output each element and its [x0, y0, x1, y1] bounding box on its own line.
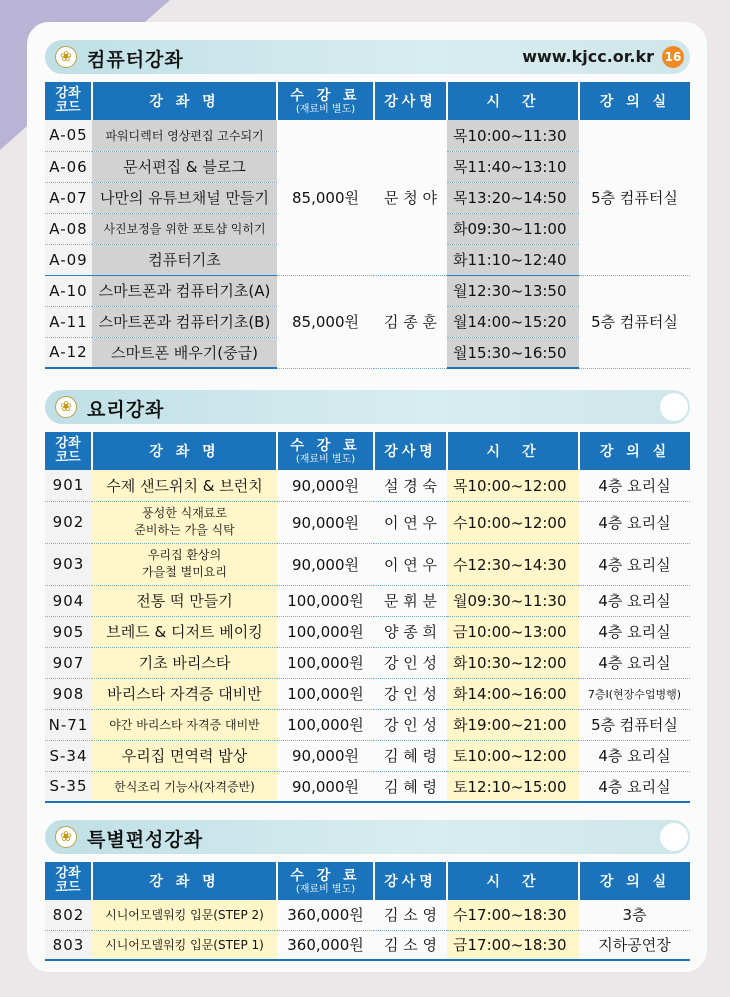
course-code: N-71 [45, 709, 92, 740]
course-teacher: 양 종 희 [374, 616, 447, 647]
page-card [27, 22, 707, 972]
course-time: 화14:00~16:00 [447, 678, 579, 709]
course-code: 903 [45, 543, 92, 585]
course-room: 지하공연장 [579, 930, 690, 960]
course-name: 전통 떡 만들기 [92, 585, 277, 616]
table-row [45, 275, 690, 306]
course-room: 4층 요리실 [579, 771, 690, 802]
course-name: 한식조리 기능사(자격증반) [92, 771, 277, 802]
course-time: 수10:00~12:00 [447, 501, 579, 543]
course-name: 시니어모델워킹 입문(STEP 1) [92, 930, 277, 960]
computer-section-header [45, 40, 690, 74]
special-section [45, 820, 690, 961]
course-fee: 90,000원 [277, 740, 374, 771]
course-code: 905 [45, 616, 92, 647]
course-time: 목13:20~14:50 [447, 182, 579, 213]
course-fee: 90,000원 [277, 470, 374, 501]
course-time: 수17:00~18:30 [447, 900, 579, 930]
course-time: 월14:00~15:20 [447, 306, 579, 337]
table-row [45, 678, 690, 709]
course-time: 수12:30~14:30 [447, 543, 579, 585]
course-room: 5층 컴퓨터실 [579, 709, 690, 740]
course-fee: 90,000원 [277, 501, 374, 543]
flower-icon: ❀ [55, 396, 77, 418]
course-fee: 100,000원 [277, 616, 374, 647]
table-row [45, 501, 690, 543]
course-room: 4층 요리실 [579, 470, 690, 501]
course-time: 월12:30~13:50 [447, 275, 579, 306]
special-course-table [45, 862, 690, 961]
course-code: 901 [45, 470, 92, 501]
course-room: 5층 컴퓨터실 [579, 120, 690, 275]
table-row [45, 616, 690, 647]
section-title: 컴퓨터강좌 [87, 49, 184, 71]
course-code: 908 [45, 678, 92, 709]
course-fee: 85,000원 [277, 120, 374, 275]
course-time: 화09:30~11:00 [447, 213, 579, 244]
course-teacher: 문 청 야 [374, 120, 447, 275]
course-code: A-10 [45, 275, 92, 306]
table-row [45, 740, 690, 771]
table-header-row [45, 432, 690, 470]
course-teacher: 이 연 우 [374, 543, 447, 585]
course-room: 3층 [579, 900, 690, 930]
course-name: 브레드 & 디저트 베이킹 [92, 616, 277, 647]
column-header-room: 강 의 실 [579, 82, 690, 120]
course-time: 목10:00~11:30 [447, 120, 579, 151]
course-teacher: 강 인 성 [374, 647, 447, 678]
column-header-teacher: 강사명 [374, 432, 447, 470]
course-room: 7층Ⅰ(현장수업병행) [579, 678, 690, 709]
course-name: 스마트폰과 컴퓨터기초(B) [92, 306, 277, 337]
course-code: 904 [45, 585, 92, 616]
column-header-name: 강 좌 명 [92, 862, 277, 900]
course-code: 802 [45, 900, 92, 930]
column-header-time: 시 간 [447, 82, 579, 120]
column-header-code: 강좌 코드 [45, 862, 92, 900]
column-header-room: 강 의 실 [579, 862, 690, 900]
column-header-fee: 수 강 료 (재료비 별도) [277, 82, 374, 120]
column-header-teacher: 강사명 [374, 82, 447, 120]
course-code: A-11 [45, 306, 92, 337]
course-fee: 85,000원 [277, 275, 374, 368]
course-name: 시니어모델워킹 입문(STEP 2) [92, 900, 277, 930]
course-teacher: 김 종 훈 [374, 275, 447, 368]
course-name: 사진보정을 위한 포토샵 익히기 [92, 213, 277, 244]
course-code: A-05 [45, 120, 92, 151]
course-code: S-34 [45, 740, 92, 771]
course-time: 금10:00~13:00 [447, 616, 579, 647]
computer-section [45, 40, 690, 369]
course-time: 목10:00~12:00 [447, 470, 579, 501]
course-room: 4층 요리실 [579, 585, 690, 616]
course-teacher: 이 연 우 [374, 501, 447, 543]
section-title: 특별편성강좌 [87, 829, 204, 851]
cooking-section [45, 390, 690, 803]
course-fee: 100,000원 [277, 585, 374, 616]
table-row [45, 543, 690, 585]
course-teacher: 강 인 성 [374, 709, 447, 740]
table-row [45, 709, 690, 740]
flower-icon: ❀ [55, 46, 77, 68]
course-time: 화10:30~12:00 [447, 647, 579, 678]
course-code: 803 [45, 930, 92, 960]
course-name: 스마트폰과 컴퓨터기초(A) [92, 275, 277, 306]
course-time: 화19:00~21:00 [447, 709, 579, 740]
course-code: A-09 [45, 244, 92, 275]
course-name: 컴퓨터기초 [92, 244, 277, 275]
course-name: 파워디렉터 영상편집 고수되기 [92, 120, 277, 151]
table-row [45, 900, 690, 930]
cooking-section-header [45, 390, 690, 424]
course-name: 우리집 면역력 밥상 [92, 740, 277, 771]
table-row [45, 470, 690, 501]
course-name: 수제 샌드위치 & 브런치 [92, 470, 277, 501]
column-header-name: 강 좌 명 [92, 82, 277, 120]
course-teacher: 강 인 성 [374, 678, 447, 709]
column-header-time: 시 간 [447, 862, 579, 900]
course-fee: 90,000원 [277, 543, 374, 585]
course-time: 목11:40~13:10 [447, 151, 579, 182]
column-header-time: 시 간 [447, 432, 579, 470]
course-time: 화11:10~12:40 [447, 244, 579, 275]
course-room: 4층 요리실 [579, 647, 690, 678]
course-code: S-35 [45, 771, 92, 802]
course-fee: 100,000원 [277, 709, 374, 740]
table-row [45, 585, 690, 616]
course-room: 5층 컴퓨터실 [579, 275, 690, 368]
course-fee: 360,000원 [277, 900, 374, 930]
special-section-header [45, 820, 690, 854]
computer-course-table [45, 82, 690, 369]
course-time: 토10:00~12:00 [447, 740, 579, 771]
course-code: 907 [45, 647, 92, 678]
course-name: 문서편집 & 블로그 [92, 151, 277, 182]
table-row [45, 647, 690, 678]
course-teacher: 김 혜 령 [374, 740, 447, 771]
section-title: 요리강좌 [87, 399, 165, 421]
course-teacher: 김 소 영 [374, 930, 447, 960]
header-end-circle [660, 393, 688, 421]
column-header-code: 강좌 코드 [45, 82, 92, 120]
course-time: 월15:30~16:50 [447, 337, 579, 368]
table-row [45, 930, 690, 960]
header-end-circle [660, 823, 688, 851]
column-header-room: 강 의 실 [579, 432, 690, 470]
course-code: A-07 [45, 182, 92, 213]
course-teacher: 문 휘 분 [374, 585, 447, 616]
course-teacher: 김 혜 령 [374, 771, 447, 802]
flower-icon: ❀ [55, 826, 77, 848]
course-fee: 100,000원 [277, 678, 374, 709]
course-code: A-08 [45, 213, 92, 244]
column-header-teacher: 강사명 [374, 862, 447, 900]
course-code: A-06 [45, 151, 92, 182]
table-row [45, 120, 690, 151]
course-name: 풍성한 식재료로 준비하는 가을 식탁 [92, 501, 277, 543]
table-row [45, 771, 690, 802]
course-name: 기초 바리스타 [92, 647, 277, 678]
course-fee: 360,000원 [277, 930, 374, 960]
course-room: 4층 요리실 [579, 616, 690, 647]
course-teacher: 설 경 숙 [374, 470, 447, 501]
course-name: 야간 바리스타 자격증 대비반 [92, 709, 277, 740]
column-header-name: 강 좌 명 [92, 432, 277, 470]
course-name: 바리스타 자격증 대비반 [92, 678, 277, 709]
course-time: 금17:00~18:30 [447, 930, 579, 960]
table-header-row [45, 862, 690, 900]
page-number-badge: 16 [662, 46, 684, 68]
website-url: www.kjcc.or.kr [522, 47, 654, 66]
course-room: 4층 요리실 [579, 543, 690, 585]
course-fee: 90,000원 [277, 771, 374, 802]
course-room: 4층 요리실 [579, 740, 690, 771]
course-time: 토12:10~15:00 [447, 771, 579, 802]
course-teacher: 김 소 영 [374, 900, 447, 930]
column-header-fee: 수 강 료 (재료비 별도) [277, 862, 374, 900]
course-time: 월09:30~11:30 [447, 585, 579, 616]
course-name: 스마트폰 배우기(중급) [92, 337, 277, 368]
course-name: 우리집 환상의 가을철 별미요리 [92, 543, 277, 585]
column-header-code: 강좌 코드 [45, 432, 92, 470]
course-fee: 100,000원 [277, 647, 374, 678]
column-header-fee: 수 강 료 (재료비 별도) [277, 432, 374, 470]
table-header-row [45, 82, 690, 120]
course-code: 902 [45, 501, 92, 543]
cooking-course-table [45, 432, 690, 803]
course-name: 나만의 유튜브채널 만들기 [92, 182, 277, 213]
course-code: A-12 [45, 337, 92, 368]
course-room: 4층 요리실 [579, 501, 690, 543]
